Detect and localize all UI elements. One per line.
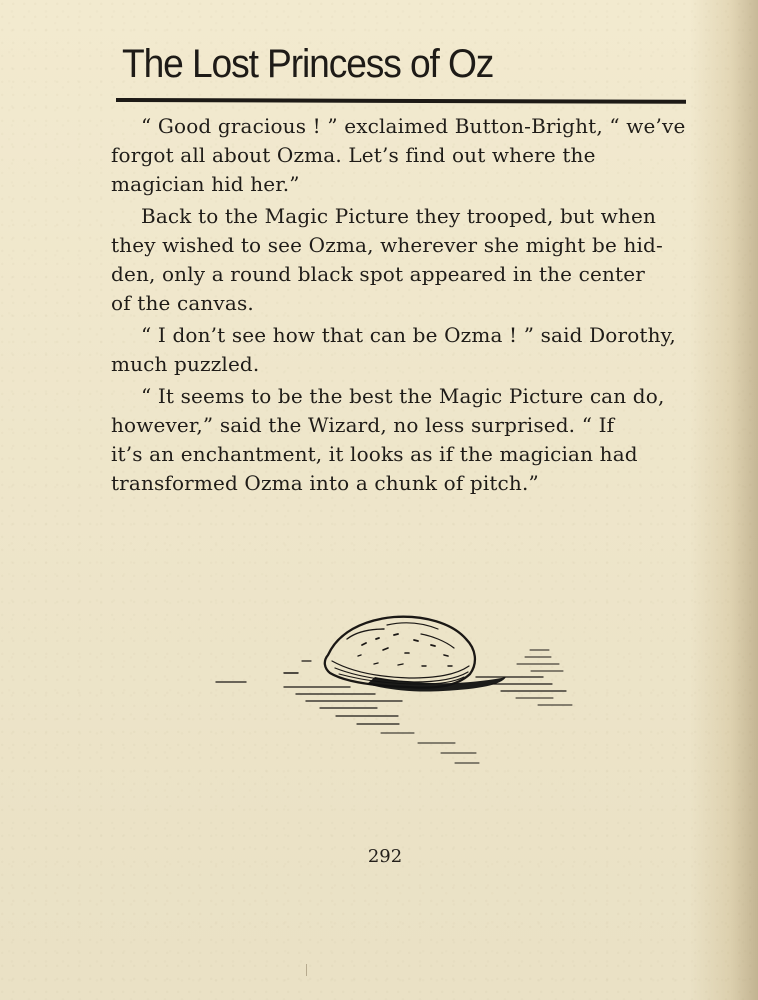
paragraph-line: much puzzled. <box>111 352 260 376</box>
paragraph-1 <box>111 112 686 199</box>
paragraph-line: “ Good gracious ! ” exclaimed Button-Bright, “ we’ve <box>141 114 686 138</box>
pitch-chunk-illustration <box>200 605 590 785</box>
paragraph-line: of the canvas. <box>111 291 254 315</box>
running-header <box>116 38 690 84</box>
paragraph-line: they wished to see Ozma, wherever she might be hid- <box>111 233 663 257</box>
paragraph-3 <box>111 321 683 379</box>
paragraph-line: den, only a round black spot appeared in the center <box>111 262 645 286</box>
paragraph-2 <box>111 202 683 318</box>
page-number: 292 <box>367 846 403 867</box>
body-text <box>111 112 686 501</box>
page-title: The Lost Princess of Oz <box>122 42 494 86</box>
paper-mark <box>306 964 307 976</box>
header-rule <box>116 98 686 104</box>
paragraph-line: forgot all about Ozma. Let’s find out where the <box>111 143 596 167</box>
paragraph-line: transformed Ozma into a chunk of pitch.” <box>111 471 539 495</box>
paragraph-line: however,” said the Wizard, no less surprised. “ If <box>111 413 615 437</box>
paragraph-line: Back to the Magic Picture they trooped, but when <box>141 204 656 228</box>
paragraph-4 <box>111 382 683 498</box>
paragraph-line: magician hid her.” <box>111 172 300 196</box>
paragraph-line: “ I don’t see how that can be Ozma ! ” said Dorothy, <box>141 323 676 347</box>
paragraph-line: it’s an enchantment, it looks as if the magician had <box>111 442 638 466</box>
paragraph-line: “ It seems to be the best the Magic Picture can do, <box>141 384 665 408</box>
